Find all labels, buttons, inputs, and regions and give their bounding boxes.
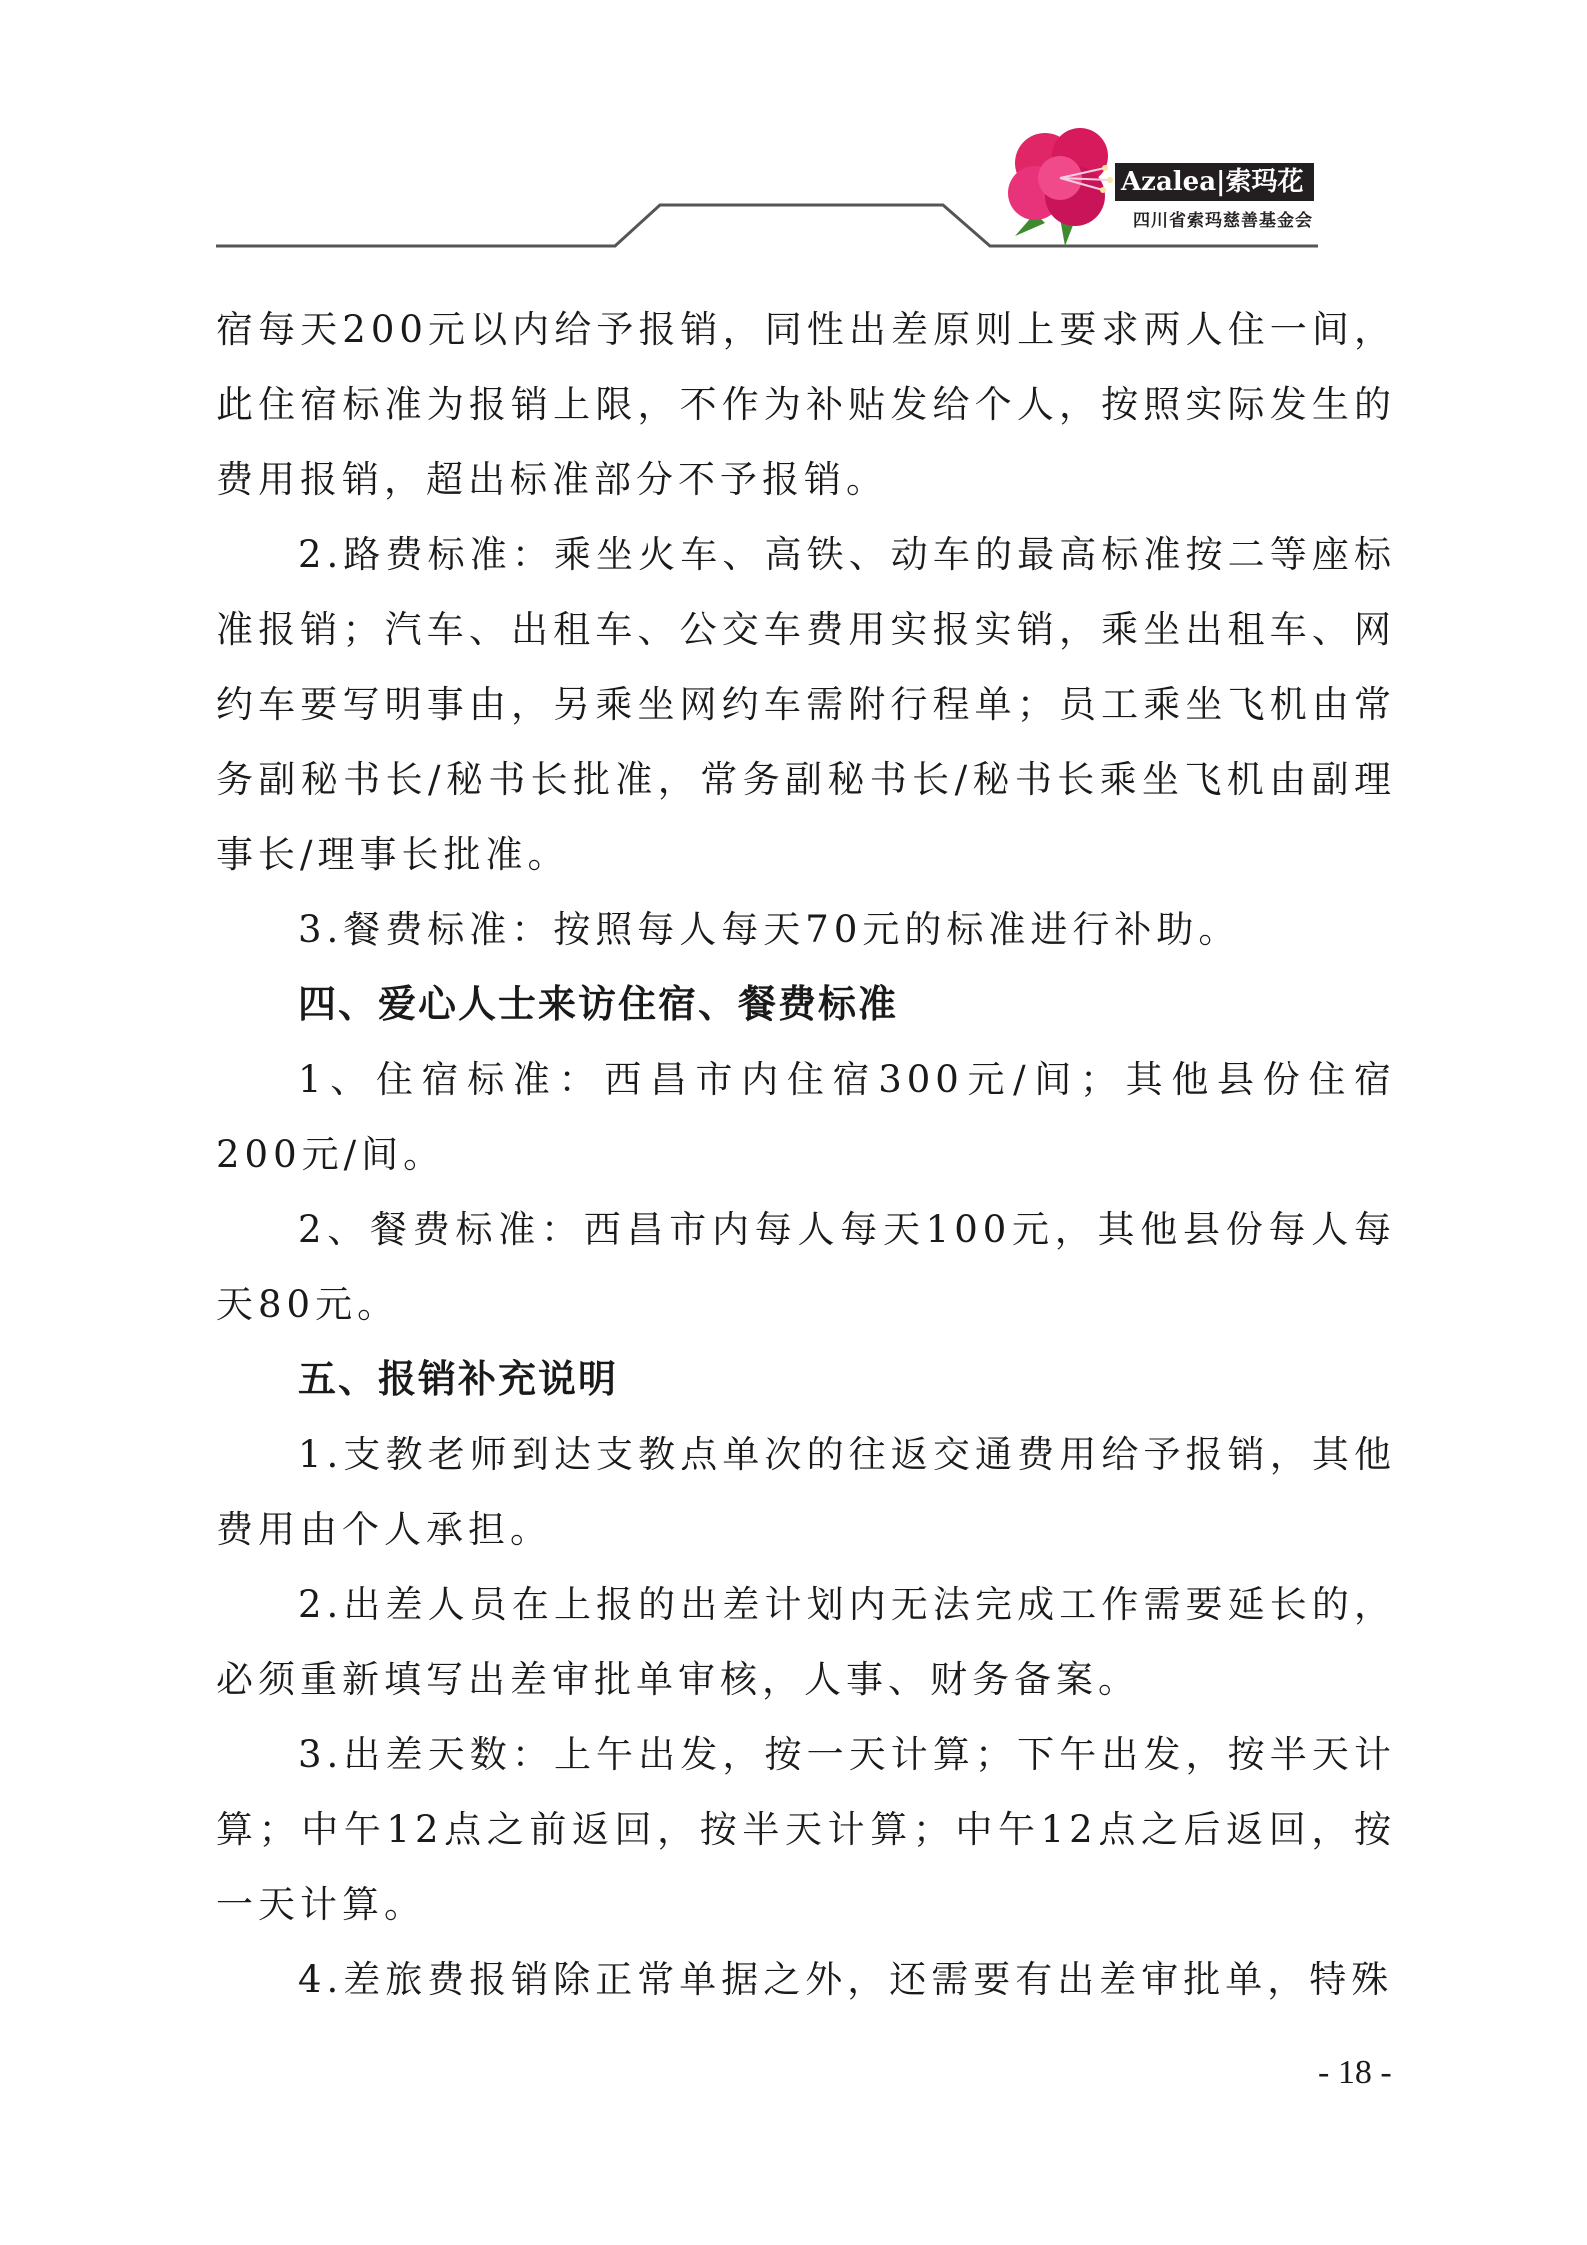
- logo-brand-text: Azalea|索玛花: [1115, 163, 1314, 201]
- header-divider-line: [0, 0, 1587, 260]
- paragraph-trip-extension: 2.出差人员在上报的出差计划内无法完成工作需要延长的，必须重新填写出差审批单审核，人事、财务备案。: [216, 1583, 1396, 1701]
- paragraph-lodging-continued: 宿每天200元以内给予报销，同性出差原则上要求两人住一间，此住宿标准为报销上限，不作为补贴发给个人，按照实际发生的费用报销，超出标准部分不予报销。: [216, 308, 1396, 501]
- document-body: [216, 292, 1396, 2017]
- foundation-logo: [1005, 118, 1335, 248]
- paragraph-meal-standard: 3.餐费标准：按照每人每天70元的标准进行补助。: [298, 908, 1241, 951]
- paragraph-travel-standard: 2.路费标准：乘坐火车、高铁、动车的最高标准按二等座标准报销；汽车、出租车、公交车费用实报实销，乘坐出租车、网约车要写明事由，另乘坐网约车需附行程单；员工乘坐飞机由常务副秘书长/秘书长批准，常务副秘书长/秘书长乘坐飞机由副理事长/理事长批准。: [216, 533, 1396, 876]
- logo-subtitle: 四川省索玛慈善基金会: [1133, 211, 1313, 231]
- paragraph-teacher-transport: 1.支教老师到达支教点单次的往返交通费用给予报销，其他费用由个人承担。: [216, 1433, 1396, 1551]
- page-number-text: - 18 -: [1318, 2054, 1392, 2091]
- paragraph-visitor-lodging: 1、住宿标准：西昌市内住宿300元/间；其他县份住宿200元/间。: [216, 1058, 1396, 1176]
- paragraph-trip-days: 3.出差天数：上午出发，按一天计算；下午出发，按半天计算；中午12点之前返回，按半天计算；中午12点之后返回，按一天计算。: [216, 1733, 1396, 1926]
- paragraph-visitor-meals: 2、餐费标准：西昌市内每人每天100元，其他县份每人每天80元。: [216, 1208, 1396, 1326]
- section-heading-reimbursement-notes: 五、报销补充说明: [298, 1357, 619, 1401]
- section-heading-visitor-standards: 四、爱心人士来访住宿、餐费标准: [298, 982, 899, 1026]
- paragraph-approval-forms: 4.差旅费报销除正常单据之外，还需要有出差审批单，特殊: [298, 1958, 1394, 2001]
- azalea-flower-icon: [1005, 118, 1125, 248]
